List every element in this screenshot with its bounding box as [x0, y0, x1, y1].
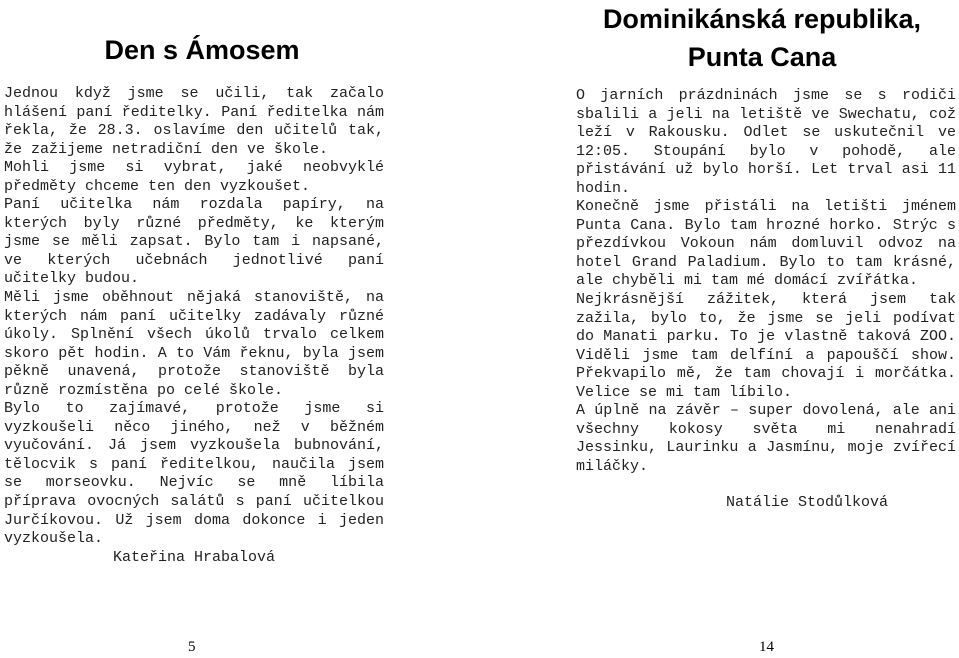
- left-signature: Kateřina Hrabalová: [112, 548, 276, 566]
- right-page-number: 14: [759, 639, 774, 655]
- left-page-number: 5: [188, 639, 196, 655]
- left-article-title: Den s Ámosem: [104, 35, 300, 65]
- left-paragraph-2: Mohli jsme si vybrat, jaké neobvyklé předměty chceme ten den vyzkoušet.: [4, 159, 384, 195]
- right-paragraph-2: Konečně jsme přistáli na letišti jménem Punta Cana. Bylo tam hrozné horko. Strýc s přezdívkou Vokoun nám domluvil odvoz na hotel Grand Paladium. Bylo to tam krásné, ale chyběli mi tam mé domácí zvířátka.: [576, 198, 956, 290]
- right-paragraph-1: O jarních prázdninách jsme se s rodiči sbalili a jeli na letiště ve Swechatu, což leží v Rakousku. Odlet se uskutečnil ve 12:05. Stoupání bylo v pohodě, ale přistávání už bylo horší. Let trval asi 11 hodin.: [576, 87, 956, 197]
- right-article-body: [576, 87, 956, 513]
- left-paragraph-1: Jednou když jsme se učili, tak začalo hlášení paní ředitelky. Paní ředitelka nám řekla, že 28.3. oslavíme den učitelů tak, že zažijeme netradiční den ve škole.: [4, 85, 384, 158]
- left-paragraph-4: Měli jsme oběhnout nějaká stanoviště, na kterých nám paní učitelky zadávaly různé úkoly. Splnění všech úkolů trvalo celkem skoro pět hodin. A to Vám řeknu, byla jsem pěkně unavená, protože stanoviště byla různě rozmístěna po celé škole.: [4, 289, 384, 399]
- right-title-line1: Dominikánská republika,: [602, 4, 922, 34]
- right-paragraph-4: A úplně na závěr – super dovolená, ale ani všechny kokosy světa mi nenahradí Jessinku, Laurinku a Jasmínu, moje zvířecí miláčky.: [576, 402, 956, 475]
- right-article-title: [566, 0, 958, 76]
- right-title-line2: Punta Cana: [687, 42, 837, 72]
- right-paragraph-3: Nejkrásnější zážitek, která jsem tak zažila, bylo to, že jsme se jeli podívat do Manati parku. To je vlastně taková ZOO. Viděli jsme tam delfíní a papouščí show. Překvapilo mě, že tam chovají i morčátka. Velice se mi tam líbilo.: [576, 291, 956, 401]
- left-paragraph-5: Bylo to zajímavé, protože jsme si vyzkoušeli něco jiného, než v běžném vyučování. Já jsem vyzkoušela bubnování, tělocvik s paní ředitelkou, naučila jsem se morseovku. Nejvíc se mně líbila příprava ovocných salátů s paní učitelkou Jurčíkovou. Už jsem doma dokonce i jeden vyzkoušela.: [4, 400, 384, 548]
- left-article-body: [4, 85, 384, 567]
- left-paragraph-3: Paní učitelka nám rozdala papíry, na kterých byly různé předměty, ke kterým jsme se měli zapsat. Bylo tam i napsané, ve kterých učebnách jednotlivé paní učitelky budou.: [4, 196, 384, 288]
- right-signature: Natálie Stodůlková: [726, 494, 889, 512]
